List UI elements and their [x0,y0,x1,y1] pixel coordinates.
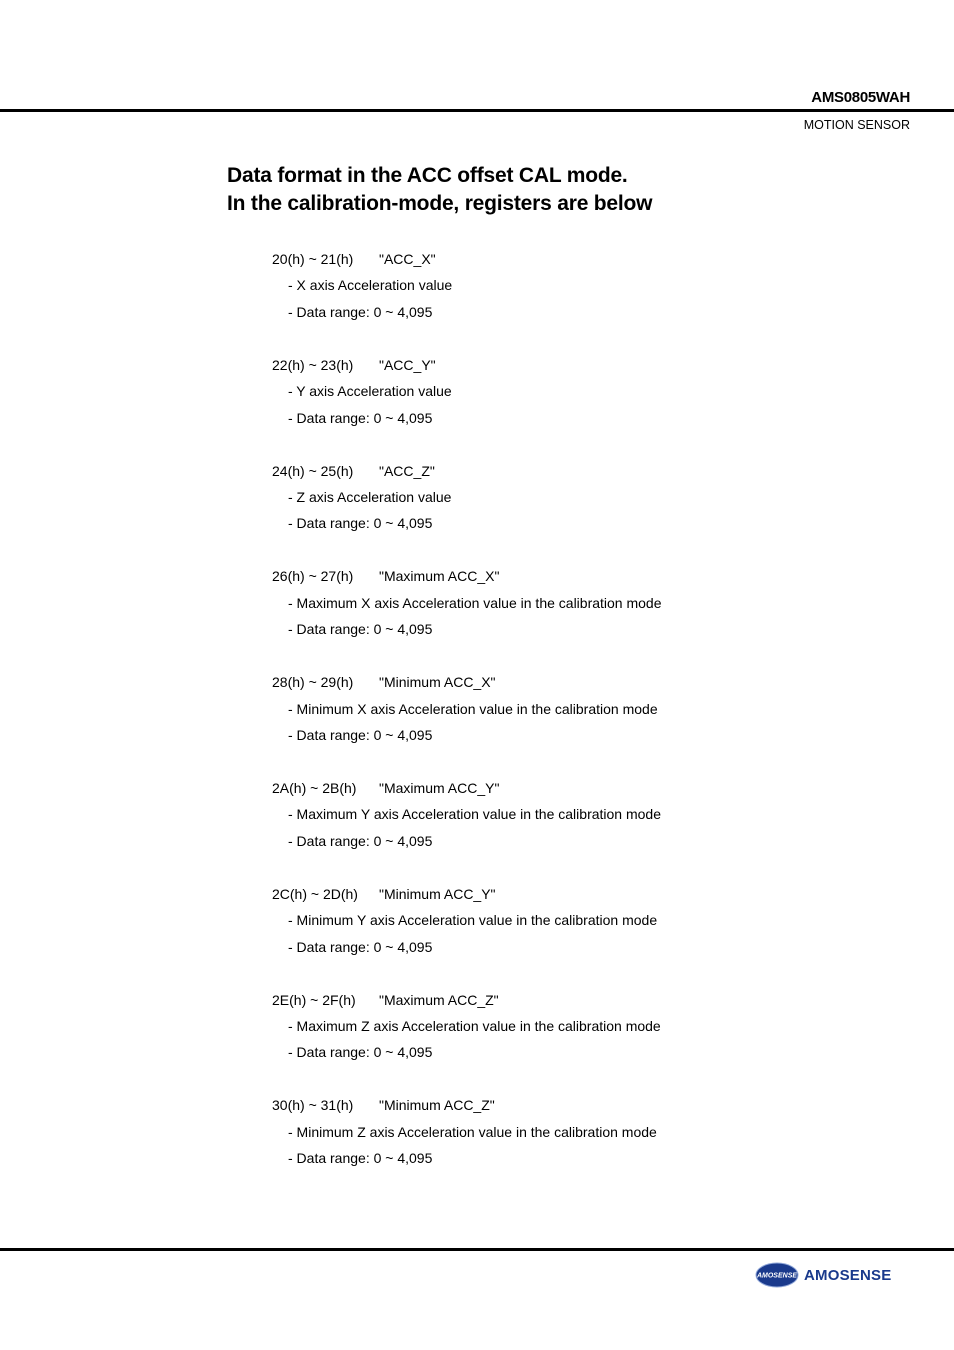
register-name: "ACC_Y" [379,356,436,373]
register-address-range: 28(h) ~ 29(h) [272,674,354,691]
document-subtitle: MOTION SENSOR [803,118,910,132]
register-entry [272,352,772,458]
register-address-range: 26(h) ~ 27(h) [272,568,354,585]
register-address-range: 22(h) ~ 23(h) [272,356,354,373]
register-entry [272,775,772,881]
register-entry [272,563,772,669]
document-title: AMS0805WAH [811,89,910,106]
register-data-range: - Data range: 0 ~ 4,095 [288,303,433,320]
register-description: - X axis Acceleration value [288,277,453,294]
brand-name: AMOSENSE [804,1266,892,1284]
register-name: "ACC_X" [379,251,436,267]
register-description: - Y axis Acceleration value [288,383,452,400]
footer-rule [0,1248,954,1251]
register-data-range: - Data range: 0 ~ 4,095 [288,1150,433,1167]
register-address-range: 24(h) ~ 25(h) [272,462,354,479]
register-address-range: 2C(h) ~ 2D(h) [272,885,358,902]
section-heading-line-2: In the calibration-mode, registers are below [227,192,653,215]
register-entry [272,458,772,564]
register-address-range: 30(h) ~ 31(h) [272,1097,354,1114]
register-name: "Minimum ACC_Y" [379,885,496,902]
register-data-range: - Data range: 0 ~ 4,095 [288,409,433,426]
section-heading [227,162,652,218]
register-address-range: 2E(h) ~ 2F(h) [272,991,356,1008]
register-data-range: - Data range: 0 ~ 4,095 [288,1044,433,1061]
register-data-range: - Data range: 0 ~ 4,095 [288,938,433,955]
register-name: "Maximum ACC_Z" [379,991,499,1008]
register-description: - Minimum X axis Acceleration value in the calibration mode [288,700,658,717]
register-entry [272,669,772,775]
register-list [272,246,772,1198]
register-data-range: - Data range: 0 ~ 4,095 [288,832,433,849]
register-address-range: 2A(h) ~ 2B(h) [272,779,357,796]
register-description: - Maximum Y axis Acceleration value in the calibration mode [288,806,661,823]
svg-text:AMOSENSE: AMOSENSE [756,1272,798,1280]
register-description: - Maximum Z axis Acceleration value in the calibration mode [288,1017,661,1034]
register-name: "Minimum ACC_Z" [379,1097,495,1114]
register-data-range: - Data range: 0 ~ 4,095 [288,726,433,743]
register-description: - Minimum Z axis Acceleration value in the calibration mode [288,1123,657,1140]
header-rule [0,109,954,112]
register-name: "ACC_Z" [379,462,435,479]
amosense-logo-icon [755,1262,799,1288]
register-data-range: - Data range: 0 ~ 4,095 [288,621,433,638]
register-description: - Z axis Acceleration value [288,488,452,505]
register-data-range: - Data range: 0 ~ 4,095 [288,515,433,532]
register-entry [272,987,772,1093]
register-description: - Minimum Y axis Acceleration value in the calibration mode [288,912,658,929]
register-name: "Minimum ACC_X" [379,674,496,691]
register-entry [272,881,772,987]
register-entry [272,246,772,352]
register-entry [272,1092,772,1198]
register-name: "Maximum ACC_X" [379,568,500,585]
section-heading-line-1: Data format in the ACC offset CAL mode. [227,164,628,187]
register-address-range: 20(h) ~ 21(h) [272,251,354,267]
register-description: - Maximum X axis Acceleration value in the calibration mode [288,594,662,611]
register-name: "Maximum ACC_Y" [379,779,500,796]
company-brand [755,1262,891,1288]
